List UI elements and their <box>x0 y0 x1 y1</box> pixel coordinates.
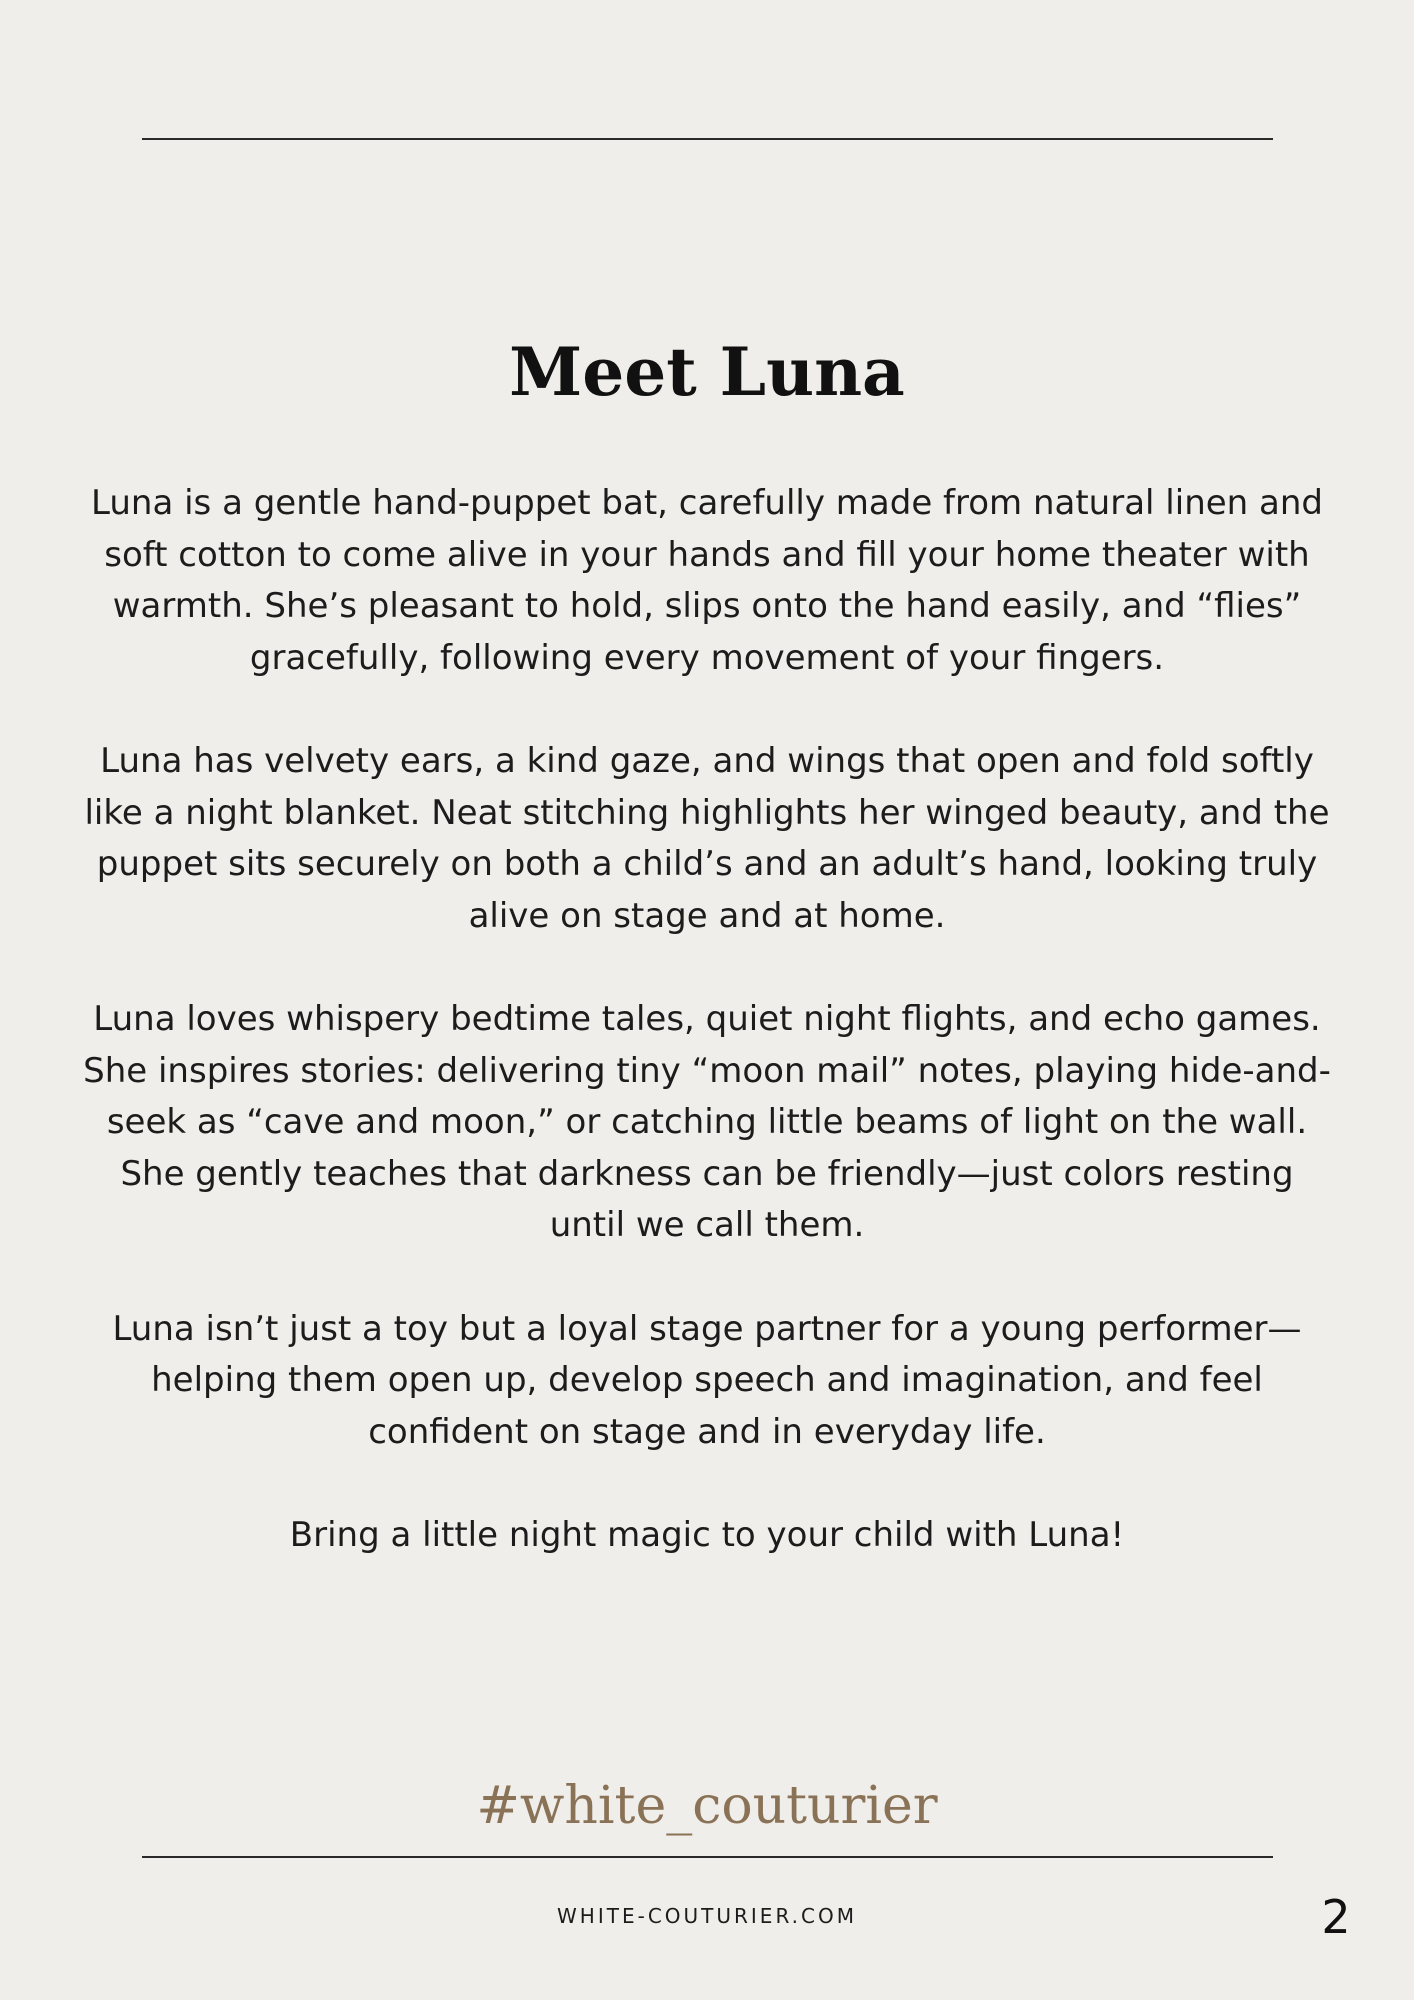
paragraph-benefits: Luna isn’t just a toy but a loyal stage partner for a young performer—helping them open up, develop speech and imagination, and feel confident on stage and in everyday life. <box>112 1308 1302 1452</box>
page-title: Meet Luna <box>509 333 905 411</box>
bottom-divider <box>142 1856 1273 1858</box>
paragraph-intro: Luna is a gentle hand-puppet bat, carefully made from natural linen and soft cotton to come alive in your hands and fill your home theater with warmth. She’s pleasant to hold, slips onto the hand easily, and “flies” gracefully, following every movement of your fingers. <box>91 483 1323 678</box>
page-number: 2 <box>1321 1890 1351 1944</box>
paragraph-features: Luna has velvety ears, a kind gaze, and wings that open and fold softly like a night blanket. Neat stitching highlights her winged beauty, and the puppet sits securely on both a child’s and an adult’s hand, looking truly alive on stage and at home. <box>84 740 1330 936</box>
paragraph-play: Luna loves whispery bedtime tales, quiet night flights, and echo games. She inspires stories: delivering tiny “moon mail” notes, playing hide-and-seek as “cave and moon,” or catching little beams of light on the wall. She gently teaches that darkness can be friendly—just colors resting until we call them. <box>83 998 1331 1246</box>
description-body <box>80 478 1334 1561</box>
brand-hashtag: #white_couturier <box>476 1776 938 1836</box>
top-divider <box>142 138 1273 140</box>
paragraph-closing: Bring a little night magic to your child with Luna! <box>289 1514 1125 1555</box>
website-link[interactable]: WHITE-COUTURIER.COM <box>557 1904 857 1928</box>
